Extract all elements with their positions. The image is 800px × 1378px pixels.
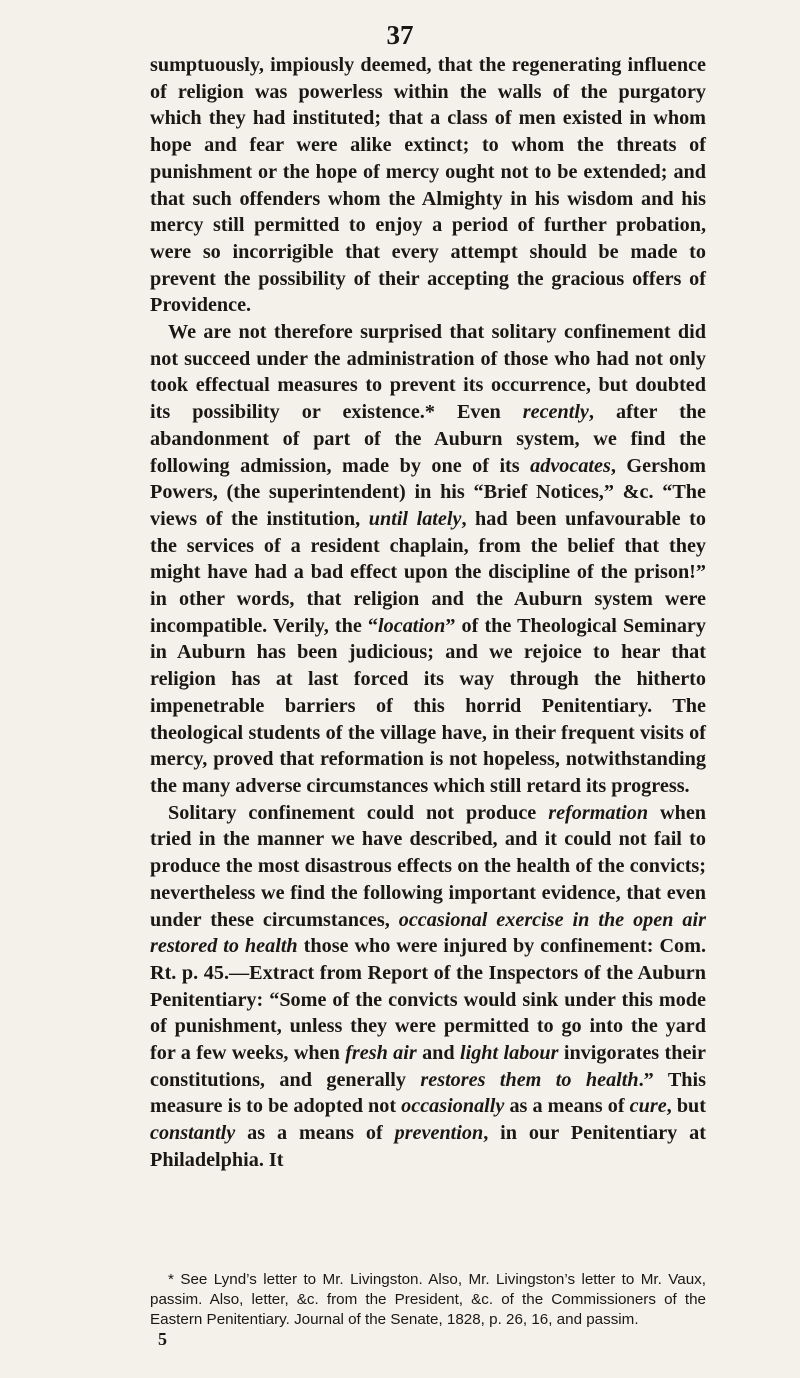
text-run: and (416, 1042, 460, 1065)
paragraph-3 (150, 800, 706, 1174)
italic-text: reformation (548, 801, 649, 824)
text-run: .” This measure is to be adopted not (150, 1068, 706, 1118)
footnote (150, 1270, 706, 1329)
text-run: Solitary confinement could not produce (168, 801, 549, 824)
paragraph-1 (150, 52, 706, 319)
italic-text: fresh air (345, 1042, 417, 1065)
italic-text: location (378, 614, 446, 637)
footnote-text: * See Lynd’s letter to Mr. Livingston. Also, Mr. Livingston’s letter to Mr. Vaux, passim. Also, letter, &c. from the President, &c. of the Commissioners of the Eastern Penitentiary. Journal of the Senate, 1828, p. 26, 16, and passim. (150, 1271, 706, 1328)
italic-text: prevention (394, 1122, 484, 1145)
italic-text: until lately (368, 507, 462, 530)
text-run: sumptuously, impiously deemed, that the regenerating influence of religion was powerless within the walls of the purgatory which they had instituted; that a class of men existed in whom hope and fear were alike extinct; to whom the threats of punishment or the hope of mercy ought not to be extended; and that such offenders whom the Almighty in his wisdom and his mercy still permitted to enjoy a period of further probation, were so incorrigible that every attempt should be made to prevent the possibility of their accepting the gracious offers of Providence. (150, 54, 706, 317)
italic-text: occasionally (401, 1095, 505, 1118)
text-run: as a means of (235, 1122, 395, 1145)
text-run: as a means of (504, 1095, 630, 1118)
italic-text: light labour (460, 1042, 559, 1065)
text-run: , in our Penitentiary at Philadelphia. It (150, 1122, 706, 1171)
text-run: , after the abandonment of part of the Auburn system, we find the following admission, made by one of its (150, 401, 707, 477)
italic-text: restores them to health (420, 1068, 639, 1091)
text-run: We are not therefore surprised that solitary confinement did not succeed under the administration of those who had not only took effectual measures to prevent its occurrence, but doubted its possibility or existence.* Even (150, 321, 706, 424)
text-run: , Gershom Powers, (the superintendent) in his “Brief Notices,” &c. “The views of the institution, (150, 454, 706, 530)
text-run: when tried in the manner we have described, and it could not fail to produce the most disastrous effects on the health of the convicts; nevertheless we find the following important evidence, that even under these circumstances, (150, 801, 707, 931)
italic-text: constantly (150, 1122, 236, 1145)
italic-text: occasional exercise in the open air restored to health (150, 908, 706, 958)
text-run: ” of the Theological Seminary in Auburn has been judicious; and we rejoice to hear that religion has at last forced its way through the hitherto impenetrable barriers of this horrid Penitentiary. The theological students of the village have, in their frequent visits of mercy, proved that reformation is not hopeless, notwithstanding the many adverse circumstances which still retard its progress. (150, 614, 706, 797)
body-text (150, 52, 706, 1174)
page-number: 37 (386, 20, 414, 50)
italic-text: recently (522, 401, 589, 424)
text-run: invigorates their constitutions, and generally (150, 1042, 706, 1091)
text-run: , but (666, 1095, 706, 1118)
paragraph-2 (150, 319, 706, 800)
italic-text: cure (629, 1095, 667, 1118)
italic-text: advocates (530, 454, 611, 477)
signature-mark: 5 (158, 1329, 167, 1349)
text-run: those who were injured by confinement: Com. Rt. p. 45.—Extract from Report of the Inspectors of the Auburn Penitentiary: “Some of the convicts would sink under this mode of punishment, unless they were permitted to go into the yard for a few weeks, when (150, 935, 707, 1065)
text-run: , had been unfavourable to the services of a resident chaplain, from the belief that they might have had a bad effect upon the discipline of the prison!” in other words, that religion and the Auburn system were incompatible. Verily, the “ (150, 507, 707, 637)
